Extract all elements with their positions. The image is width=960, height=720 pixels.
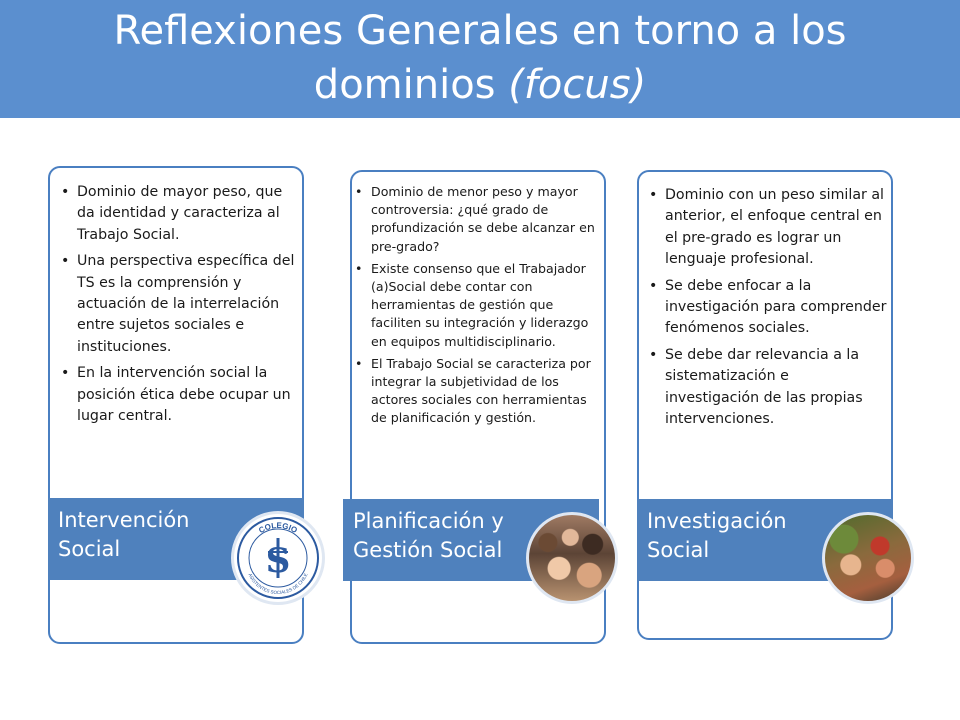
bullet-list — [77, 182, 297, 427]
students-photo — [526, 512, 618, 604]
bullet-item: • Se debe enfocar a la investigación para comprender fenómenos sociales. — [665, 276, 887, 340]
bullet-item: • Dominio con un peso similar al anterior, el enfoque central en el pre-grado es lograr un lenguaje profesional. — [665, 185, 887, 271]
svg-text:S: S — [265, 541, 291, 581]
bullet-item: • Una perspectiva específica del TS es la comprensión y actuación de la interrelación entre sujetos sociales e instituciones. — [77, 251, 297, 358]
bullet-item: • El Trabajo Social se caracteriza por integrar la subjetividad de los actores sociales con herramientas de planificación y gestión. — [371, 355, 601, 428]
bullet-item: • En la intervención social la posición ética debe ocupar un lugar central. — [77, 363, 297, 427]
heading-band-investigacion-social: Investigación Social — [637, 499, 893, 581]
bullet-item: • Dominio de menor peso y mayor controversia: ¿qué grado de profundización se debe alcanzar en pre-grado? — [371, 183, 601, 256]
colegio-logo — [231, 511, 325, 605]
title-italic-focus: (focus) — [508, 62, 647, 108]
bullet-list — [371, 183, 601, 428]
title-line-1: Reflexiones Generales en torno a los — [113, 8, 847, 54]
bullet-list — [665, 185, 887, 430]
bullet-item: • Dominio de mayor peso, que da identidad y caracteriza al Trabajo Social. — [77, 182, 297, 246]
svg-text:COLEGIO: COLEGIO — [257, 520, 299, 536]
title-line-2: dominios (focus) — [313, 62, 647, 108]
heading-band-intervencion-social: Intervención Social — [48, 498, 304, 580]
fieldwork-photo — [822, 512, 914, 604]
colegio-seal-icon — [234, 514, 322, 602]
slide-title — [0, 4, 960, 112]
bullet-item: • Existe consenso que el Trabajador (a)Social debe contar con herramientas de gestión que faciliten su integración y liderazgo en equipos multidisciplinario. — [371, 260, 601, 351]
bullet-item: • Se debe dar relevancia a la sistematización e investigación de las propias intervenciones. — [665, 345, 887, 431]
svg-text:ASISTENTES SOCIALES DE CHILE: ASISTENTES SOCIALES DE CHILE — [247, 572, 309, 596]
heading-band-planificacion-gestion: Planificación y Gestión Social — [343, 499, 599, 581]
